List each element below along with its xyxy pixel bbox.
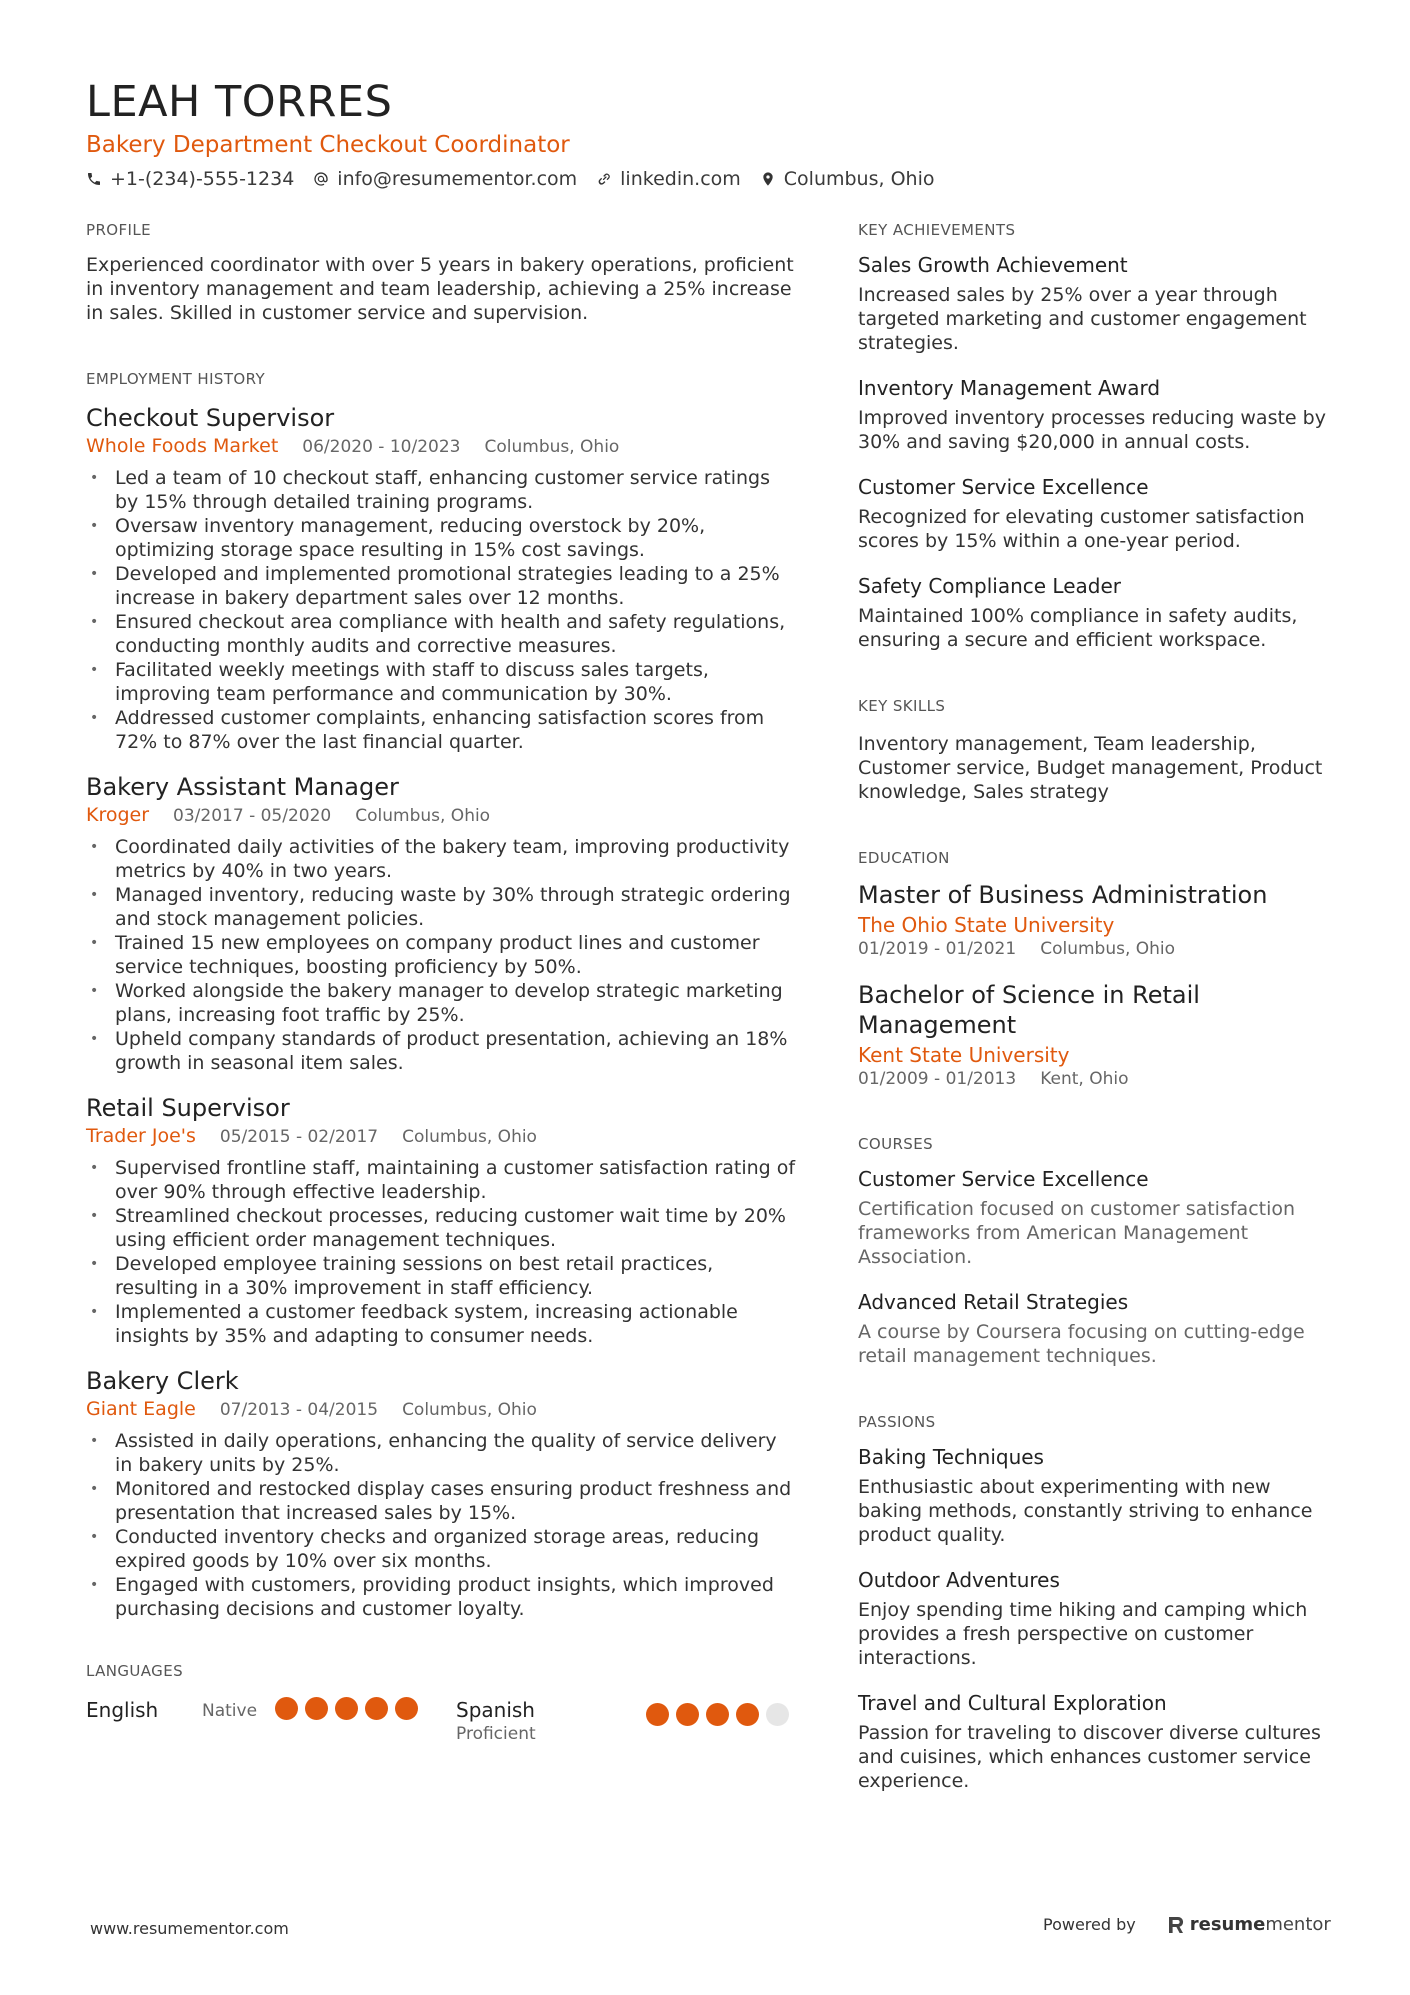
brand-bold: resume bbox=[1189, 1914, 1266, 1935]
contact-location-text: Columbus, Ohio bbox=[783, 168, 935, 190]
job-meta bbox=[86, 803, 796, 828]
job-bullet: • Managed inventory, reducing waste by 30% through strategic ordering and stock management policies. bbox=[86, 883, 796, 931]
section-heading: PASSIONS bbox=[858, 1413, 936, 1431]
education-location: Columbus, Ohio bbox=[1040, 939, 1176, 959]
job-bullet: • Implemented a customer feedback system, increasing actionable insights by 35% and adapting to consumer needs. bbox=[86, 1300, 796, 1348]
contact-email[interactable] bbox=[313, 168, 577, 190]
language-rating bbox=[646, 1703, 796, 1726]
job-bullet: • Ensured checkout area compliance with health and safety regulations, conducting monthly audits and corrective measures. bbox=[86, 610, 796, 658]
job-dates: 05/2015 - 02/2017 bbox=[219, 1127, 379, 1147]
phone-icon bbox=[86, 171, 102, 187]
contact-phone bbox=[86, 168, 294, 190]
achievement-title: Customer Service Excellence bbox=[858, 475, 1149, 499]
achievement-desc: Maintained 100% compliance in safety audits, ensuring a secure and efficient workspace. bbox=[858, 605, 1298, 651]
passion-item bbox=[858, 1567, 1328, 1670]
job-entry bbox=[86, 772, 796, 1075]
achievement-desc: Improved inventory processes reducing waste by 30% and saving $20,000 in annual costs. bbox=[858, 407, 1326, 453]
rating-dot-empty bbox=[766, 1703, 789, 1726]
footer-website[interactable]: www.resumementor.com bbox=[90, 1919, 289, 1938]
rating-dot-filled bbox=[706, 1703, 729, 1726]
education-item bbox=[858, 880, 1328, 960]
passion-desc: Enthusiastic about experimenting with new baking methods, constantly striving to enhance product quality. bbox=[858, 1476, 1313, 1546]
job-bullet: • Upheld company standards of product presentation, achieving an 18% growth in seasonal item sales. bbox=[86, 1027, 796, 1075]
rating-dot-filled bbox=[275, 1697, 298, 1720]
job-company: Whole Foods Market bbox=[86, 435, 279, 457]
job-bullet: • Conducted inventory checks and organized storage areas, reducing expired goods by 10% over six months. bbox=[86, 1525, 796, 1573]
course-item bbox=[858, 1289, 1328, 1368]
job-dates: 06/2020 - 10/2023 bbox=[302, 437, 461, 457]
job-bullet: • Developed and implemented promotional strategies leading to a 25% increase in bakery department sales over 12 months. bbox=[86, 562, 796, 610]
contact-linkedin-text: linkedin.com bbox=[620, 168, 741, 190]
job-location: Columbus, Ohio bbox=[355, 806, 491, 826]
education-item bbox=[858, 980, 1328, 1090]
passion-item bbox=[858, 1690, 1328, 1793]
languages-section bbox=[86, 1661, 796, 1745]
education-school: The Ohio State University bbox=[858, 913, 1115, 937]
passion-item bbox=[858, 1444, 1328, 1547]
rating-dot-filled bbox=[365, 1697, 388, 1720]
section-heading: PROFILE bbox=[86, 221, 151, 239]
courses-section bbox=[858, 1134, 1328, 1368]
section-heading: COURSES bbox=[858, 1135, 934, 1153]
section-heading: KEY SKILLS bbox=[858, 697, 946, 715]
education-degree: Master of Business Administration bbox=[858, 881, 1268, 909]
achievement-title: Inventory Management Award bbox=[858, 376, 1161, 400]
job-bullets bbox=[86, 1156, 796, 1348]
resumementor-logo-icon bbox=[1168, 1916, 1184, 1934]
job-entry bbox=[86, 403, 796, 754]
job-bullet: • Monitored and restocked display cases ensuring product freshness and presentation that increased sales by 15%. bbox=[86, 1477, 796, 1525]
achievement-item bbox=[858, 474, 1328, 553]
language-item bbox=[456, 1697, 796, 1745]
contact-linkedin[interactable] bbox=[596, 168, 741, 190]
education-location: Kent, Ohio bbox=[1040, 1069, 1129, 1089]
contact-email-text: info@resumementor.com bbox=[337, 168, 578, 190]
achievement-title: Sales Growth Achievement bbox=[858, 253, 1128, 277]
job-location: Columbus, Ohio bbox=[484, 437, 620, 457]
contact-location bbox=[760, 168, 935, 190]
contact-list bbox=[86, 168, 1326, 190]
job-bullet: • Addressed customer complaints, enhancing satisfaction scores from 72% to 87% over the last financial quarter. bbox=[86, 706, 796, 754]
job-bullet: • Worked alongside the bakery manager to develop strategic marketing plans, increasing foot traffic by 25%. bbox=[86, 979, 796, 1027]
job-bullet: • Assisted in daily operations, enhancing the quality of service delivery in bakery units by 25%. bbox=[86, 1429, 796, 1477]
job-company: Giant Eagle bbox=[86, 1398, 196, 1420]
job-bullets bbox=[86, 466, 796, 754]
footer-brand bbox=[1043, 1914, 1331, 1935]
resume-header bbox=[86, 76, 1326, 190]
job-bullet: • Trained 15 new employees on company product lines and customer service techniques, boosting proficiency by 50%. bbox=[86, 931, 796, 979]
job-title: Checkout Supervisor bbox=[86, 404, 335, 432]
job-company: Trader Joe's bbox=[86, 1125, 196, 1147]
job-bullets bbox=[86, 1429, 796, 1621]
right-column bbox=[858, 220, 1328, 1793]
job-bullet: • Engaged with customers, providing product insights, which improved purchasing decisions and customer loyalty. bbox=[86, 1573, 796, 1621]
achievements-section bbox=[858, 220, 1328, 652]
language-rating bbox=[275, 1697, 425, 1720]
candidate-name: LEAH TORRES bbox=[86, 77, 393, 127]
job-bullets bbox=[86, 835, 796, 1075]
rating-dot-filled bbox=[676, 1703, 699, 1726]
rating-dot-filled bbox=[305, 1697, 328, 1720]
education-meta bbox=[858, 938, 1328, 960]
education-dates: 01/2019 - 01/2021 bbox=[858, 939, 1017, 959]
job-bullet: • Led a team of 10 checkout staff, enhancing customer service ratings by 15% through detailed training programs. bbox=[86, 466, 796, 514]
education-degree: Bachelor of Science in Retail Management bbox=[858, 981, 1200, 1039]
job-meta bbox=[86, 1124, 796, 1149]
passion-title: Baking Techniques bbox=[858, 1445, 1044, 1469]
skills-section bbox=[858, 696, 1328, 804]
job-bullet: • Oversaw inventory management, reducing overstock by 20%, optimizing storage space resulting in 15% cost savings. bbox=[86, 514, 796, 562]
section-heading: EDUCATION bbox=[858, 849, 950, 867]
achievement-desc: Increased sales by 25% over a year through targeted marketing and customer engagement strategies. bbox=[858, 284, 1307, 354]
job-meta bbox=[86, 434, 796, 459]
location-pin-icon bbox=[760, 171, 776, 187]
job-entry bbox=[86, 1093, 796, 1348]
achievement-item bbox=[858, 375, 1328, 454]
course-title: Advanced Retail Strategies bbox=[858, 1290, 1129, 1314]
resumementor-logo[interactable] bbox=[1168, 1914, 1331, 1935]
section-heading: EMPLOYMENT HISTORY bbox=[86, 370, 266, 388]
language-list bbox=[86, 1697, 796, 1745]
passion-title: Outdoor Adventures bbox=[858, 1568, 1060, 1592]
skills-text: Inventory management, Team leadership, Customer service, Budget management, Product knowledge, Sales strategy bbox=[858, 733, 1323, 803]
job-location: Columbus, Ohio bbox=[402, 1400, 537, 1420]
section-heading: LANGUAGES bbox=[86, 1662, 184, 1680]
achievement-item bbox=[858, 573, 1328, 652]
rating-dot-filled bbox=[335, 1697, 358, 1720]
profile-section bbox=[86, 220, 796, 325]
job-title: Retail Supervisor bbox=[86, 1094, 290, 1122]
job-title: Bakery Assistant Manager bbox=[86, 773, 399, 801]
education-section bbox=[858, 848, 1328, 1090]
job-dates: 07/2013 - 04/2015 bbox=[219, 1400, 379, 1420]
rating-dot-filled bbox=[646, 1703, 669, 1726]
education-meta bbox=[858, 1068, 1328, 1090]
passions-section bbox=[858, 1412, 1328, 1793]
job-meta bbox=[86, 1397, 796, 1422]
job-bullet: • Streamlined checkout processes, reducing customer wait time by 20% using efficient order management techniques. bbox=[86, 1204, 796, 1252]
job-entry bbox=[86, 1366, 796, 1621]
job-bullet: • Coordinated daily activities of the bakery team, improving productivity metrics by 40% in two years. bbox=[86, 835, 796, 883]
job-dates: 03/2017 - 05/2020 bbox=[173, 806, 332, 826]
job-location: Columbus, Ohio bbox=[402, 1127, 537, 1147]
course-title: Customer Service Excellence bbox=[858, 1167, 1149, 1191]
language-item bbox=[86, 1697, 456, 1723]
job-title: Bakery Clerk bbox=[86, 1367, 239, 1395]
section-heading: KEY ACHIEVEMENTS bbox=[858, 221, 1016, 239]
language-level: Proficient bbox=[456, 1724, 536, 1744]
education-school: Kent State University bbox=[858, 1043, 1070, 1067]
course-desc: A course by Coursera focusing on cutting-edge retail management techniques. bbox=[858, 1321, 1305, 1367]
candidate-title: Bakery Department Checkout Coordinator bbox=[86, 132, 570, 158]
at-icon bbox=[313, 171, 329, 187]
job-bullet: • Supervised frontline staff, maintaining a customer satisfaction rating of over 90% through effective leadership. bbox=[86, 1156, 796, 1204]
achievement-title: Safety Compliance Leader bbox=[858, 574, 1121, 598]
passion-desc: Enjoy spending time hiking and camping which provides a fresh perspective on customer interactions. bbox=[858, 1599, 1308, 1669]
course-desc: Certification focused on customer satisfaction frameworks from American Management Association. bbox=[858, 1198, 1296, 1268]
achievement-item bbox=[858, 252, 1328, 355]
job-bullet: • Developed employee training sessions on best retail practices, resulting in a 30% improvement in staff efficiency. bbox=[86, 1252, 796, 1300]
link-icon bbox=[596, 171, 612, 187]
education-dates: 01/2009 - 01/2013 bbox=[858, 1069, 1017, 1089]
course-item bbox=[858, 1166, 1328, 1269]
powered-by-label: Powered by bbox=[1043, 1915, 1136, 1934]
language-name: English bbox=[86, 1698, 159, 1722]
language-name: Spanish bbox=[456, 1698, 535, 1722]
employment-section bbox=[86, 369, 796, 1621]
language-level: Native bbox=[202, 1701, 258, 1721]
rating-dot-filled bbox=[736, 1703, 759, 1726]
profile-text: Experienced coordinator with over 5 years in bakery operations, proficient in inventory management and team leadership, achieving a 25% increase in sales. Skilled in customer service and supervision. bbox=[86, 254, 794, 324]
contact-phone-text: +1-(234)-555-1234 bbox=[110, 168, 295, 190]
language-label bbox=[456, 1697, 646, 1745]
job-company: Kroger bbox=[86, 804, 150, 826]
achievement-desc: Recognized for elevating customer satisfaction scores by 15% within a one-year period. bbox=[858, 506, 1305, 552]
rating-dot-filled bbox=[395, 1697, 418, 1720]
passion-desc: Passion for traveling to discover diverse cultures and cuisines, which enhances customer service experience. bbox=[858, 1722, 1321, 1792]
left-column bbox=[86, 220, 796, 1745]
brand-rest: mentor bbox=[1265, 1914, 1331, 1935]
job-bullet: • Facilitated weekly meetings with staff to discuss sales targets, improving team performance and communication by 30%. bbox=[86, 658, 796, 706]
passion-title: Travel and Cultural Exploration bbox=[858, 1691, 1167, 1715]
